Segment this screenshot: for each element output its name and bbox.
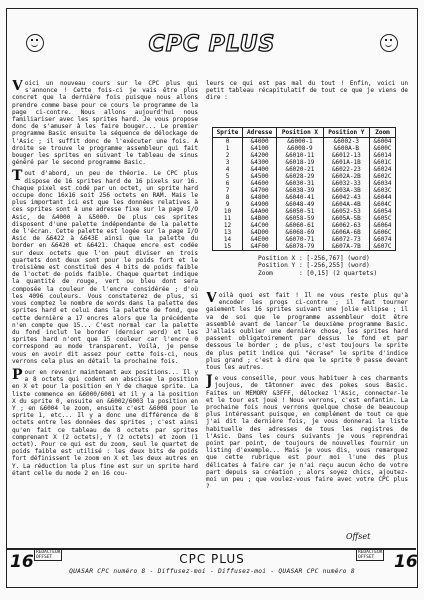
table-body bbox=[213, 138, 395, 251]
positions-paragraph: Pour en revenir maintenant aux positions... Il y a 8 octets qui codent en abscisse la position en X et pour la position en Y de chaque sprite. La liste commence en &6000/6001 et il y a la position X du sprite 0, ensuite en &6002/6003 la position en Y ; en &6004 le zoom, ensuite c'est &6008 pour le sprite 1, etc... Il y a donc une différence de 8 octets entre les données des sprites ; c'est ainsi qu'en fait ce tableau de 8 octets par sprites comprenant X (2 octets), Y (2 octets) et zoom (1 octet). Pour ce qui est du zoom, seul le quartet de poids faible est utilisé : les deux bits de poids fort définissent le zoom en X et les deux autres en Y. La réduction la plus fine est sur un sprite hard étant celle du mode 2 en 16 cou- bbox=[12, 366, 198, 477]
table-cell: &601C bbox=[370, 159, 396, 166]
table-cell: &6060-61 bbox=[277, 222, 323, 229]
conclusion-paragraph: Voilà quoi est fait ! Il ne vous reste plus qu'à encoder les progs ci-contre ; il faut tourner gaiement les 16 sprites suivant une jolie ellipse ; il va de soi que le programme assembleur doit être assemblé avant de lancer le deuxième programme Basic. J'allais oublier une dernière chose, les sprites hard passent obligatoirement par dessus le fond et par dessous le border ; de plus, c'est toujours le sprite de plus petit indice qui "écrase" le sprite d'indice plus grand ; c'est à dire que le sprite 0 passe devant tous les autres. bbox=[206, 292, 408, 372]
table-cell: &4300 bbox=[243, 159, 277, 166]
table-cell: &6018-19 bbox=[277, 159, 323, 166]
table-cell: 15 bbox=[223, 243, 232, 250]
sprite-table bbox=[212, 127, 396, 251]
page-number-right: 16 bbox=[394, 552, 418, 572]
right-column-bottom bbox=[206, 292, 408, 542]
table-row bbox=[213, 166, 395, 173]
theory-paragraph: Tout d'abord, un peu de théorie. Le CPC plus dispose de 16 sprites hard de 16 pixels sur 16. Chaque pixel est codé par un octet, un sprite hard occupe donc 16x16 soit 256 octets en RAM. Mais le plus important ici est que les données relatives à ces sprites sont à une adresse fixe sur la page I/O Asic, de &4000 à &5000. De plus ces sprites disposent d'une palette indépendante de la palette de l'écran. Cette palette est logée sur la page I/O Asic de &6422 à &643E ainsi que la palette du border en &6420 et &6421. Chaque encre est codée sur deux octets que l'on peut diviser en trois quartets dont deux sont pour le poids fort et le troisième est constitué des 4 bits de poids faible de l'octet de poids faible. Chaque quartet indique la quantité de rouge, vert ou bleu dont sera composée la couleur de l'encre considérée ; d'où les 4096 couleurs. Vous constaterez de plus, si vous comptez le nombre de words dans la palette des sprites hard et celui dans la palette de fond, que cette dernière a 17 encres alors que la précédente n'en compte que 15... C'est normal car la palette du fond inclut le border (dernier word) et les sprites hard n'ont que 15 couleur car l'encre 0 correspond au mode transparent. Voilà, je pense vous en avoir dit assez pour cette fois-ci, nous verrons cela plus en détail la prochaine fois. bbox=[12, 168, 198, 365]
redacteur-box-right: RÉDACTEUR OFFSET bbox=[358, 550, 383, 560]
table-cell: &4C00 bbox=[243, 222, 277, 229]
logo-text: CPC PLUS bbox=[148, 32, 276, 57]
table-cell: &4700 bbox=[243, 187, 277, 194]
table-cell: &603A-3B bbox=[323, 187, 369, 194]
table-row bbox=[213, 243, 395, 250]
table-cell: &6050-51 bbox=[277, 208, 323, 215]
table-cell: &6004 bbox=[370, 138, 396, 146]
table-cell: &4D00 bbox=[243, 229, 277, 236]
table-cell: &6038-39 bbox=[277, 187, 323, 194]
zoom-range: Zoom : [0,15] (2 quartets) bbox=[258, 269, 378, 277]
table-cell: &4500 bbox=[243, 173, 277, 180]
table-cell: &606C bbox=[370, 229, 396, 236]
table-cell: &4A00 bbox=[243, 208, 277, 215]
table-cell: &604A-4B bbox=[323, 201, 369, 208]
table-cell: &4E00 bbox=[243, 236, 277, 243]
table-row bbox=[213, 152, 395, 159]
table-header-cell: Adresse bbox=[243, 128, 277, 138]
footer-magazine-name: CPC PLUS bbox=[179, 552, 245, 566]
table-cell: &4600 bbox=[243, 180, 277, 187]
table-cell: &4900 bbox=[243, 201, 277, 208]
table-cell: &601A-1B bbox=[323, 159, 369, 166]
table-cell: 13 bbox=[223, 229, 232, 236]
table-intro-paragraph: leurs ce qui est pas mal du tout ! Enfin, voici un petit tableau récapitulatif de tout ce que je viens de dire : bbox=[206, 80, 408, 102]
footer-divider bbox=[6, 548, 416, 550]
table-cell: &6062-63 bbox=[323, 222, 369, 229]
drop-cap: V bbox=[206, 292, 217, 306]
table-cell: &4B00 bbox=[243, 215, 277, 222]
table-cell: 1 bbox=[225, 145, 230, 152]
table-cell: 14 bbox=[223, 236, 232, 243]
table-cell: &6070-71 bbox=[277, 236, 323, 243]
cpc-plus-logo bbox=[140, 28, 284, 62]
table-cell: &6014 bbox=[370, 152, 396, 159]
table-cell: &605C bbox=[370, 215, 396, 222]
intro-paragraph: Voici un nouveau cours sur le CPC plus qui s'annonce ! Cette fois-ci je vais être plus concret que la dernière fois puisque nous allons prendre comme base pour ce cours le programme de la page ci-contre. Nous allons aujourd'hui nous familiariser avec les sprites hard. Je vous propose donc de s'amuser à les faire bouger... Le premier programme Basic ensuite la séquence de délockage de l'Asic ; il suffit donc de l'exécuter une fois. A droite se trouve le programme assembleur qui fait bouger les sprites en suivant le tableau de sinus généré par le second programme Basic. bbox=[12, 80, 198, 167]
table-cell: &6002-3 bbox=[323, 138, 369, 146]
table-row bbox=[213, 194, 395, 201]
position-x-range: Position X : [-256,767] (word) bbox=[258, 255, 370, 262]
table-cell: 9 bbox=[225, 201, 230, 208]
table-cell: &6010-11 bbox=[277, 152, 323, 159]
table-row bbox=[213, 208, 395, 215]
right-column-top bbox=[206, 80, 408, 118]
table-row bbox=[213, 159, 395, 166]
drop-cap: V bbox=[12, 80, 23, 94]
table-row bbox=[213, 222, 395, 229]
drop-cap: J bbox=[206, 373, 213, 390]
table-cell: 12 bbox=[223, 222, 232, 229]
page-number-left: 16 bbox=[10, 552, 34, 572]
smiley-right-icon bbox=[380, 34, 398, 52]
table-cell: 5 bbox=[225, 173, 230, 180]
table-cell: &600A-B bbox=[323, 145, 369, 152]
table-cell: &604C bbox=[370, 201, 396, 208]
footer-tagline: QUASAR CPC numéro 8 - Diffusez-moi - Diffusez-moi - QUASAR CPC numéro 8 bbox=[69, 568, 355, 575]
table-cell: 8 bbox=[225, 194, 230, 201]
table-header-cell: Sprite bbox=[213, 128, 243, 138]
table-row bbox=[213, 138, 395, 146]
table-cell: 10 bbox=[223, 208, 232, 215]
table-row bbox=[213, 180, 395, 187]
table-row bbox=[213, 229, 395, 236]
table-cell: &607A-7B bbox=[323, 243, 369, 250]
table-cell: &6042-43 bbox=[323, 194, 369, 201]
table-cell: &6044 bbox=[370, 194, 396, 201]
table-cell: &6022-23 bbox=[323, 166, 369, 173]
table-cell: &603C bbox=[370, 187, 396, 194]
table-cell: &4200 bbox=[243, 152, 277, 159]
table-cell: &4F00 bbox=[243, 243, 277, 250]
table-cell: &6012-13 bbox=[323, 152, 369, 159]
table-row bbox=[213, 236, 395, 243]
position-y-range: Position Y : [-256,255] (word) bbox=[258, 262, 370, 270]
table-cell: 6 bbox=[225, 180, 230, 187]
left-column bbox=[12, 80, 198, 545]
table-cell: &605A-5B bbox=[323, 215, 369, 222]
table-cell: &6064 bbox=[370, 222, 396, 229]
table-row bbox=[213, 145, 395, 152]
table-cell: &6024 bbox=[370, 166, 396, 173]
table-header-cell: Position X bbox=[277, 128, 323, 138]
table-row bbox=[213, 173, 395, 180]
position-ranges bbox=[258, 255, 377, 277]
table-cell: 3 bbox=[225, 159, 230, 166]
table-cell: &6040-41 bbox=[277, 194, 323, 201]
table-cell: 11 bbox=[223, 215, 232, 222]
table-cell: &6028-29 bbox=[277, 173, 323, 180]
table-cell: &6048-49 bbox=[277, 201, 323, 208]
table-cell: &6054 bbox=[370, 208, 396, 215]
table-cell: &6000-1 bbox=[277, 138, 323, 146]
table-cell: &6032-33 bbox=[323, 180, 369, 187]
table-cell: &6052-53 bbox=[323, 208, 369, 215]
table-cell: &4400 bbox=[243, 166, 277, 173]
advice-paragraph: Je vous conseille, pour vous habituer à ces charmants joujous, de tâtonner avec des pokes sous Basic. Faites un MEMORY &3FFF, délockez l'Asic, connecter-le et le tour est joué ! Nous verrons, c'est enfantin. La prochaine fois nous verrons quelque chose de beaucoup plus intéressant puisque, en complément de tout ce que j'ai dit la dernière fois, je vous donnerai la liste habituelle des adresses de tous les registres de l'Asic. Dans les cours suivants je vous reprendrai point par point, de toujours de nouvelles fournir un listing d'exemple... Mais je vous dis, vous remarquez que cette rubrique est pour moi l'une des plus délicates à faire car je n'ai reçu aucun écho de votre part depuis sa création ; alors soyez chics, ajoutez-moi un peu ; que voulez-vous faire avec votre CPC plus ? bbox=[206, 373, 408, 491]
table-cell: &6058-59 bbox=[277, 215, 323, 222]
table-cell: &4800 bbox=[243, 194, 277, 201]
table-cell: &4000 bbox=[243, 138, 277, 146]
table-cell: &602C bbox=[370, 173, 396, 180]
table-cell: 4 bbox=[225, 166, 230, 173]
table-cell: 0 bbox=[225, 138, 230, 145]
table-cell: &6020-21 bbox=[277, 166, 323, 173]
table-cell: &6030-31 bbox=[277, 180, 323, 187]
drop-cap: P bbox=[12, 366, 23, 383]
table-header-cell: Zoom bbox=[370, 128, 396, 138]
table-cell: &6074 bbox=[370, 236, 396, 243]
table-cell: &600C bbox=[370, 145, 396, 152]
smiley-left-icon bbox=[26, 34, 44, 52]
table-cell: &6072-73 bbox=[323, 236, 369, 243]
table-cell: &602A-2B bbox=[323, 173, 369, 180]
table-cell: &6068-69 bbox=[277, 229, 323, 236]
author-signature: Offset bbox=[346, 532, 371, 541]
drop-cap: T bbox=[12, 168, 23, 185]
table-row bbox=[213, 187, 395, 194]
redacteur-box-left: RÉDACTEUR OFFSET bbox=[36, 550, 61, 560]
table-row bbox=[213, 215, 395, 222]
table-cell: 7 bbox=[225, 187, 230, 194]
table-cell: &6008-9 bbox=[277, 145, 323, 152]
table-header-cell: Position Y bbox=[323, 128, 369, 138]
table-header-row bbox=[213, 128, 395, 138]
table-row bbox=[213, 201, 395, 208]
table-cell: &607C bbox=[370, 243, 396, 250]
table-cell: 2 bbox=[225, 152, 230, 159]
table-cell: &4100 bbox=[243, 145, 277, 152]
table-cell: &6034 bbox=[370, 180, 396, 187]
table-cell: &606A-6B bbox=[323, 229, 369, 236]
table-cell: &6078-79 bbox=[277, 243, 323, 250]
